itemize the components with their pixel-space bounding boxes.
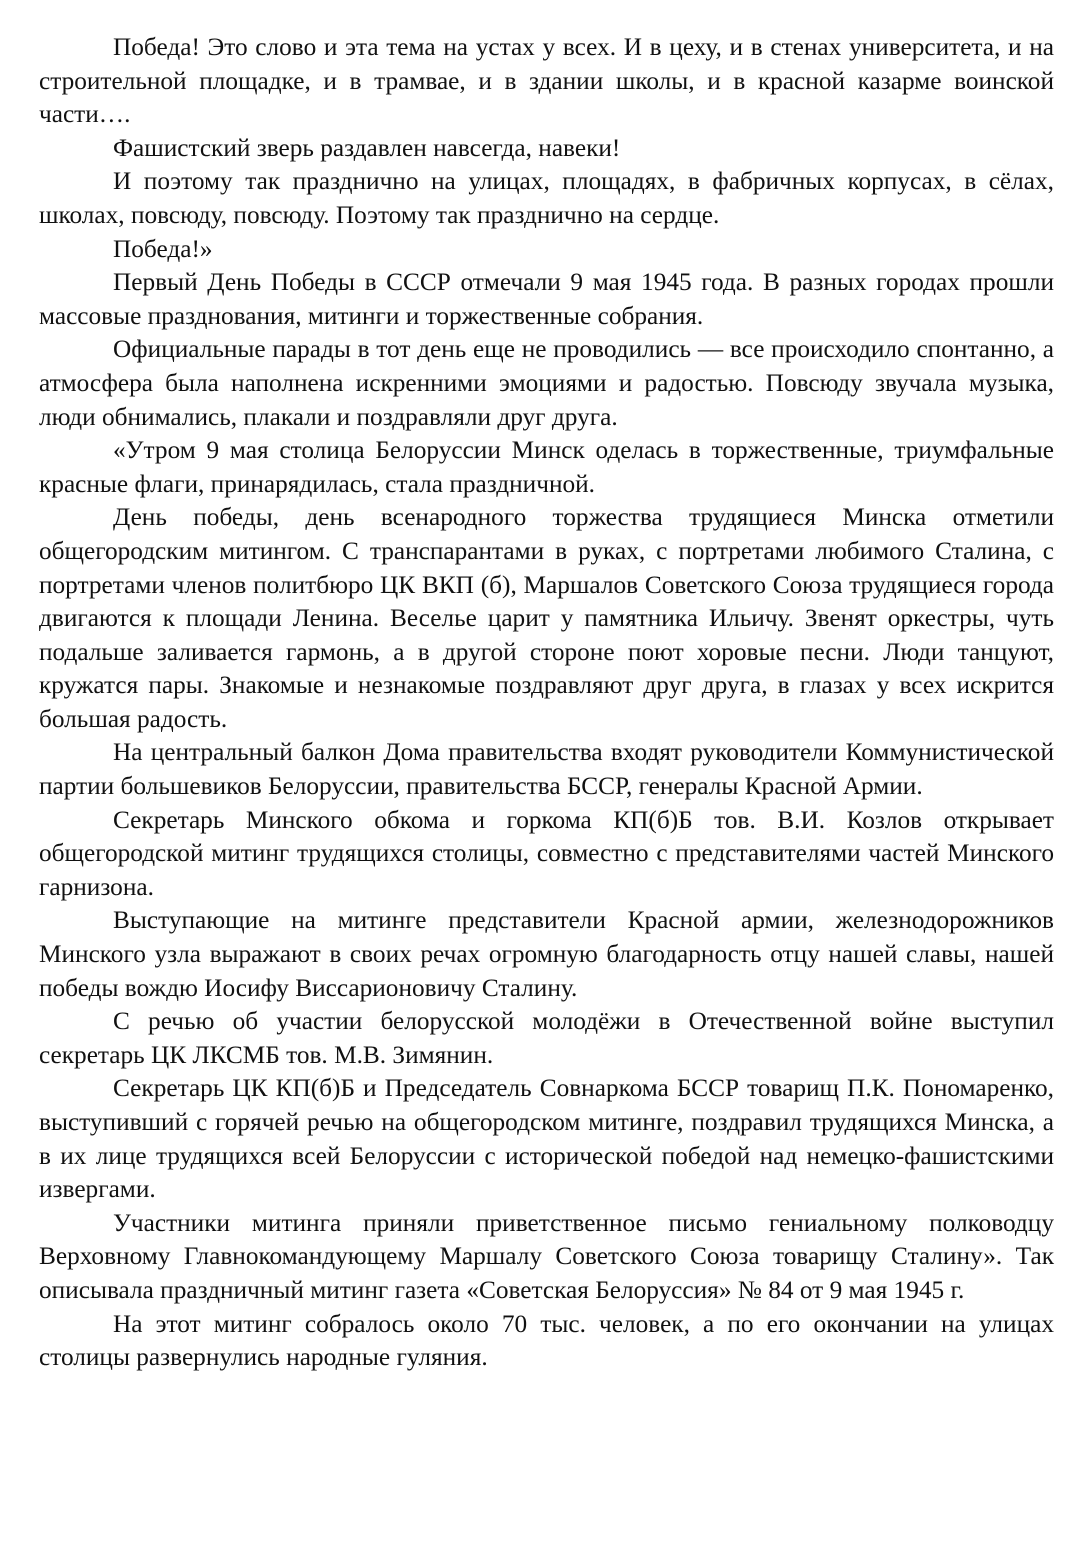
- paragraph: И поэтому так празднично на улицах, площадях, в фабричных корпусах, в сёлах, школах, повсюду, повсюду. Поэтому так празднично на сердце.: [39, 167, 1054, 229]
- paragraph: День победы, день всенародного торжества трудящиеся Минска отметили общегородским митингом. С транспарантами в руках, с портретами любимого Сталина, с портретами членов политбюро ЦК ВКП (б), Маршалов Советского Союза трудящиеся города двигаются к площади Ленина. Веселье царит у памятника Ильичу. Звенят оркестры, чуть подальше заливается гармонь, а в другой стороне поют хоровые песни. Люди танцуют, кружатся пары. Знакомые и незнакомые поздравляют друг друга, в глазах у всех искрится большая радость.: [39, 503, 1054, 733]
- paragraph: Участники митинга приняли приветственное письмо гениальному полководцу Верховному Главнокомандующему Маршалу Советского Союза товарищу Сталину». Так описывала праздничный митинг газета «Советская Белоруссия» № 84 от 9 мая 1945 г.: [39, 1208, 1054, 1304]
- paragraph: С речью об участии белорусской молодёжи в Отечественной войне выступил секретарь ЦК ЛКСМБ тов. М.В. Зимянин.: [39, 1007, 1054, 1069]
- paragraph: «Утром 9 мая столица Белоруссии Минск оделась в торжественные, триумфальные красные флаги, принарядилась, стала праздничной.: [39, 436, 1054, 498]
- paragraph: На этот митинг собралось около 70 тыс. человек, а по его окончании на улицах столицы развернулись народные гуляния.: [39, 1309, 1054, 1372]
- paragraph: Выступающие на митинге представители Красной армии, железнодорожников Минского узла выражают в своих речах огромную благодарность отцу нашей славы, нашей победы вождю Иосифу Виссарионовичу Сталину.: [39, 906, 1054, 1002]
- paragraph: Фашистский зверь раздавлен навсегда, навеки!: [113, 133, 621, 162]
- paragraph: Первый День Победы в СССР отмечали 9 мая 1945 года. В разных городах прошли массовые празднования, митинги и торжественные собрания.: [39, 268, 1054, 330]
- paragraph: Официальные парады в тот день еще не проводились — все происходило спонтанно, а атмосфера была наполнена искренними эмоциями и радостью. Повсюду звучала музыка, люди обнимались, плакали и поздравляли друг друга.: [39, 335, 1054, 431]
- paragraph: Секретарь ЦК КП(б)Б и Председатель Совнаркома БССР товарищ П.К. Пономаренко, выступивший с горячей речью на общегородском митинге, поздравил трудящихся Минска, а в их лице трудящихся всей Белоруссии с исторической победой над немецко-фашистскими извергами.: [39, 1074, 1054, 1204]
- paragraph: Секретарь Минского обкома и горкома КП(б)Б тов. В.И. Козлов открывает общегородской митинг трудящихся столицы, совместно с представителями частей Минского гарнизона.: [39, 805, 1054, 901]
- document-body: [39, 31, 1054, 1375]
- paragraph: На центральный балкон Дома правительства входят руководители Коммунистической партии большевиков Белоруссии, правительства БССР, генералы Красной Армии.: [39, 738, 1054, 801]
- paragraph: Победа!»: [113, 234, 213, 263]
- paragraph: Победа! Это слово и эта тема на устах у всех. И в цеху, и в стенах университета, и на строительной площадке, и в трамвае, и в здании школы, и в красной казарме воинской части….: [39, 33, 1054, 129]
